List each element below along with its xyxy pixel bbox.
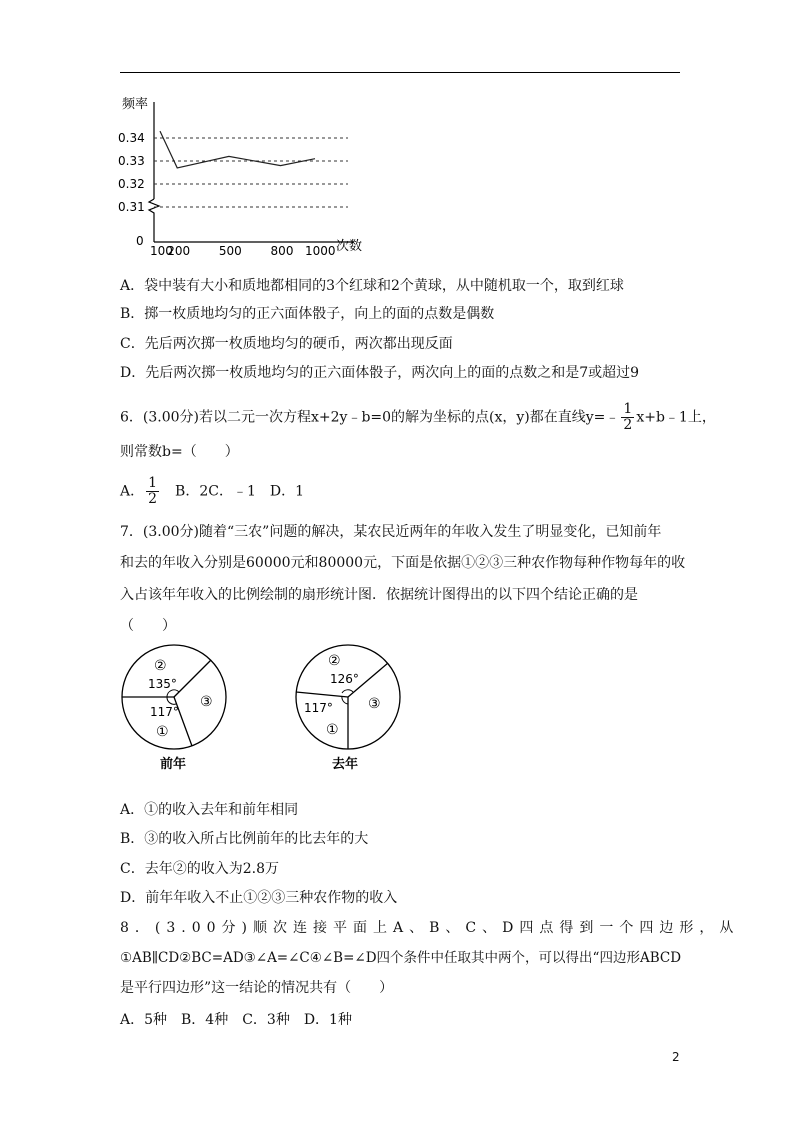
pie-right-angle-126: 126°: [330, 672, 359, 686]
pie-right-label-1: ①: [326, 722, 339, 738]
x-tick-label-0: 100: [150, 244, 173, 257]
q6-option-a-fraction: $\frac{1}{2}$: [148, 475, 158, 507]
pie-right-label-3: ③: [368, 696, 381, 712]
q7-option-b: B．③的收入所占比例前年的比去年的大: [120, 831, 369, 847]
q5-option-a: A．袋中装有大小和质地都相同的3个红球和2个黄球，从中随机取一个，取到红球: [120, 278, 624, 294]
y-tick-label-3: 0.31: [118, 200, 145, 214]
y-tick-label-2: 0.32: [118, 177, 145, 191]
q6-text-after: x+b﹣1上，: [636, 409, 716, 426]
pie-left-angle-117: 117°: [150, 705, 179, 719]
chart-origin-label: 0: [136, 234, 144, 248]
pie-right-angle-117: 117°: [304, 701, 333, 715]
axis-break: [149, 199, 159, 242]
pie-right-caption: 去年: [332, 757, 359, 772]
q8-stem-line2: ①AB∥CD②BC=AD③∠A=∠C④∠B=∠D四个条件中任取其中两个，可以得出“四边形ABCD: [120, 950, 682, 966]
q6-options: A． $\frac{1}{2}$ B．2C．﹣1 D．1: [120, 475, 304, 507]
q7-option-c: C．去年②的收入为2.8万: [120, 861, 279, 877]
q5-option-d: D．先后两次掷一枚质地均匀的正六面体骰子，两次向上的面的点数之和是7或超过9: [120, 365, 640, 381]
q8-stem-line3: 是平行四边形”这一结论的情况共有（ ）: [120, 980, 394, 996]
q8-stem-line1: 8．(3.00分)顺次连接平面上A、B、C、D四点得到一个四边形，从: [120, 920, 740, 936]
q7-option-a: A．①的收入去年和前年相同: [120, 802, 299, 818]
q7-option-d: D．前年年收入不止①②③三种农作物的收入: [120, 890, 398, 906]
chart-ylabel: 频率: [122, 97, 149, 112]
pie-left-angle-135: 135°: [148, 677, 177, 691]
q6-fraction: $\frac{1}{2}$: [623, 401, 633, 433]
y-tick-label-0: 0.34: [118, 131, 145, 145]
pie-left-label-2: ②: [154, 658, 167, 674]
page-number: 2: [672, 1050, 680, 1064]
pie-left-label-1: ①: [156, 724, 169, 740]
q7-stem-line3: 入占该年年收入的比例绘制的扇形统计图．依据统计图得出的以下四个结论正确的是: [120, 587, 638, 603]
series-line: [160, 131, 315, 168]
pie-left-caption: 前年: [160, 757, 187, 772]
x-tick-label-4: 1000: [305, 244, 336, 257]
x-tick-label-2: 500: [218, 244, 242, 257]
q6-stem-line1: [120, 402, 716, 433]
q5-option-b: B．掷一枚质地均匀的正六面体骰子，向上的面的点数是偶数: [120, 306, 495, 322]
q7-stem-line4: （ ）: [120, 618, 176, 634]
chart-xlabel: 次数: [336, 239, 363, 254]
pie-chart-last-year-before: [112, 640, 242, 775]
y-tick-label-1: 0.33: [118, 154, 145, 168]
q6-text-before: 6．(3.00分)若以二元一次方程x+2y﹣b=0的解为坐标的点(x，y)都在直线y=﹣: [120, 409, 620, 426]
pie-right-label-2: ②: [328, 653, 341, 669]
header-rule: [120, 72, 680, 73]
pie-chart-last-year: [288, 640, 418, 775]
frequency-line-chart: [110, 92, 370, 257]
x-tick-label-1: 200: [167, 244, 191, 257]
q5-option-c: C．先后两次掷一枚质地均匀的硬币，两次都出现反面: [120, 336, 453, 352]
x-tick-label-3: 800: [270, 244, 294, 257]
q8-options: A．5种 B．4种 C．3种 D．1种: [120, 1012, 352, 1028]
q6-stem-line2: 则常数b=（ ）: [120, 444, 239, 460]
pie-left-label-3: ③: [200, 694, 213, 710]
q7-stem-line1: 7．(3.00分)随着“三农”问题的解决，某农民近两年的年收入发生了明显变化，已知前年: [120, 524, 662, 540]
q7-stem-line2: 和去的年收入分别是60000元和80000元，下面是依据①②③三种农作物每种作物每年的收: [120, 555, 686, 571]
